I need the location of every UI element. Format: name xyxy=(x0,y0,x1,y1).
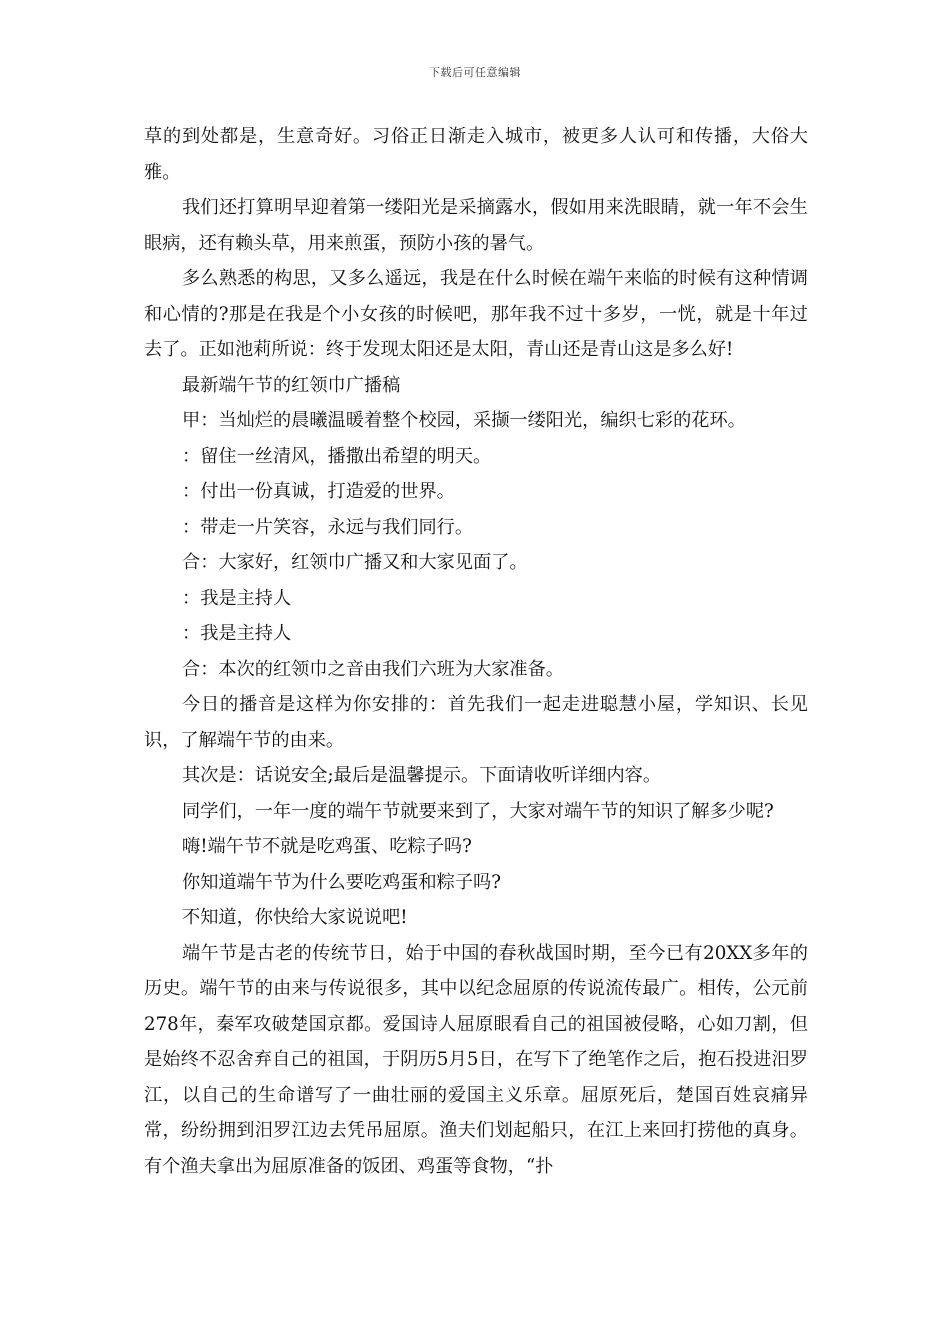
script-line: ：付出一份真诚，打造爱的世界。 xyxy=(182,481,455,502)
script-line: ：留住一丝清风，播撒出希望的明天。 xyxy=(182,445,492,467)
script-line: ：我是主持人 xyxy=(182,587,292,609)
section-title: 最新端午节的红领巾广播稿 xyxy=(182,374,401,396)
paragraph: 我们还打算明早迎着第一缕阳光是采摘露水，假如用来洗眼睛，就一年不会生眼病，还有赖头草，用来煎蛋，预防小孩的暑气。 xyxy=(144,197,808,254)
script-line: 合：本次的红领巾之音由我们六班为大家准备。 xyxy=(182,658,564,680)
paragraph: 嗨!端午节不就是吃鸡蛋、吃粽子吗? xyxy=(182,836,472,857)
paragraph: 其次是：话说安全;最后是温馨提示。下面请收听详细内容。 xyxy=(182,765,662,786)
paragraph: 草的到处都是，生意奇好。习俗正日渐走入城市，被更多人认可和传播，大俗大雅。 xyxy=(144,126,808,183)
script-line: ：我是主持人 xyxy=(182,623,292,644)
paragraph: 多么熟悉的构思，又多么遥远，我是在什么时候在端午来临的时候有这种情调和心情的?那是在我是个小女孩的时候吧，那年我不过十多岁，一恍，就是十年过去了。正如池莉所说：终于发现太阳还是太阳，青山还是青山这是多么好! xyxy=(144,268,808,360)
paragraph: 今日的播音是这样为你安排的：首先我们一起走进聪慧小屋，学知识、长见识，了解端午节的由来。 xyxy=(144,694,808,751)
paragraph: 你知道端午节为什么要吃鸡蛋和粽子吗? xyxy=(182,871,501,893)
paragraph: 不知道，你快给大家说说吧! xyxy=(182,907,408,928)
paragraph: 同学们，一年一度的端午节就要来到了，大家对端午节的知识了解多少呢? xyxy=(182,800,774,822)
script-line: 合：大家好，红领巾广播又和大家见面了。 xyxy=(182,552,528,573)
script-line: ：带走一片笑容，永远与我们同行。 xyxy=(182,516,474,538)
paragraph: 端午节是古老的传统节日，始于中国的春秋战国时期，至今已有20XX多年的历史。端午节的由来与传说很多，其中以纪念屈原的传说流传最广。相传，公元前278年，秦军攻破楚国京都。爱国诗人屈原眼看自己的祖国被侵略，心如刀割，但是始终不忍舍弃自己的祖国，于阴历5月5日，在写下了绝笔作之后，抱石投进汨罗江，以自己的生命谱写了一曲壮丽的爱国主义乐章。屈原死后，楚国百姓哀痛异常，纷纷拥到汨罗江边去凭吊屈原。渔夫们划起船只，在江上来回打捞他的真身。有个渔夫拿出为屈原准备的饭团、鸡蛋等食物，“扑 xyxy=(144,942,808,1177)
page-header: 下载后可任意编辑 xyxy=(429,66,521,79)
script-line: 甲：当灿烂的晨曦温暖着整个校园，采撷一缕阳光，编织七彩的花环。 xyxy=(182,410,746,431)
document-body xyxy=(144,119,808,1184)
